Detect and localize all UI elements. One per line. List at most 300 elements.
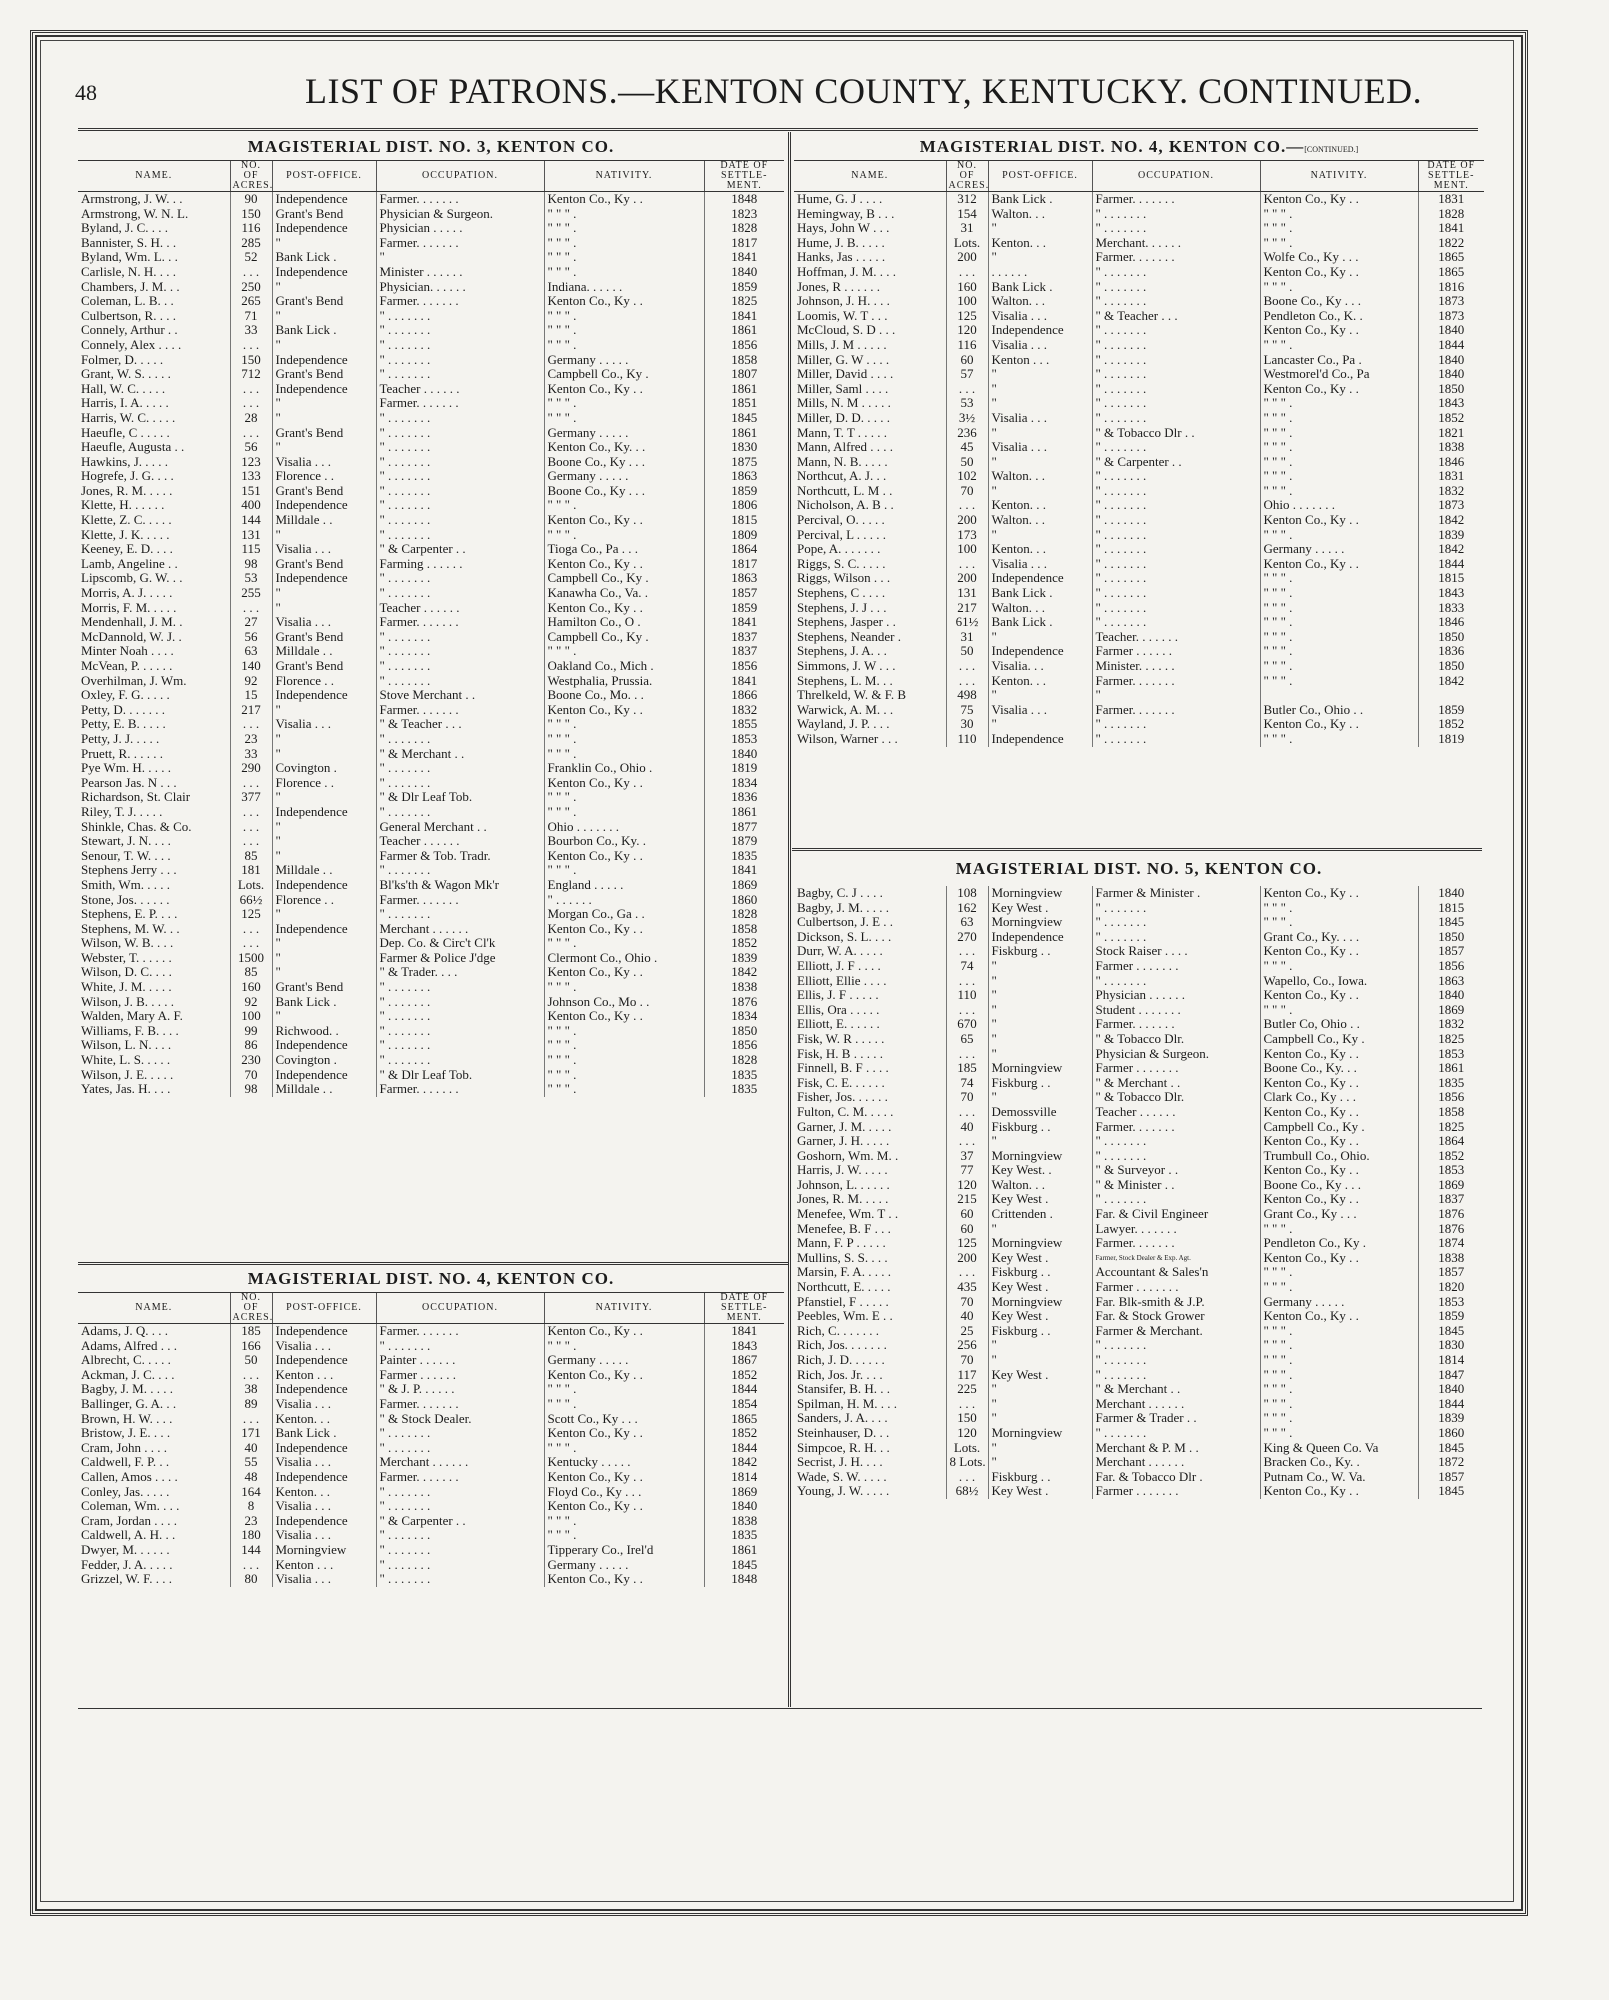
table-row bbox=[78, 426, 784, 441]
table-row bbox=[78, 309, 784, 324]
nativity-cell: Morgan Co., Ga . . bbox=[544, 907, 704, 922]
nativity-cell: Westphalia, Prussia. bbox=[544, 674, 704, 689]
name-cell: Peebles, Wm. E . . bbox=[797, 1309, 893, 1324]
dist4b-title-text: MAGISTERIAL DIST. NO. 4, KENTON CO.— bbox=[919, 137, 1305, 156]
nativity-cell: " " " . bbox=[1260, 1324, 1418, 1339]
occupation-cell: " . . . . . . . bbox=[1092, 601, 1260, 616]
table-row bbox=[794, 1411, 1484, 1426]
name-cell: Stephens, Jasper . . bbox=[797, 615, 896, 630]
postoffice-cell: Key West . bbox=[988, 1368, 1092, 1383]
table-row bbox=[794, 1163, 1484, 1178]
name-cell: Riley, T. J. . . . . bbox=[81, 804, 163, 819]
nativity-cell: Kenton Co., Ky . . bbox=[1260, 1163, 1418, 1178]
date-cell: 1819 bbox=[704, 761, 784, 776]
date-cell: 1841 bbox=[704, 309, 784, 324]
table-row bbox=[794, 1236, 1484, 1251]
name-cell: Grizzel, W. F. . . . bbox=[81, 1572, 173, 1587]
acres-cell: 100 bbox=[946, 294, 988, 309]
occupation-cell: " . . . . . . . bbox=[376, 571, 544, 586]
col-date-header: DATE OF SETTLE-MENT. bbox=[1418, 161, 1484, 192]
occupation-cell: Farmer. . . . . . . bbox=[376, 615, 544, 630]
occupation-cell: " . . . . . . . bbox=[1092, 1353, 1260, 1368]
occupation-cell: Teacher . . . . . . bbox=[1092, 1105, 1260, 1120]
name-cell: Grant, W. S. . . . . bbox=[81, 367, 171, 382]
table-row bbox=[78, 790, 784, 805]
acres-cell: 120 bbox=[946, 1426, 988, 1441]
occupation-cell: " & Dlr Leaf Tob. bbox=[376, 1068, 544, 1083]
name-cell: Mann, T. T . . . . . bbox=[797, 425, 888, 440]
occupation-cell: Farmer & Tob. Tradr. bbox=[376, 849, 544, 864]
nativity-cell: Kenton Co., Ky . . bbox=[544, 192, 704, 207]
date-cell: 1865 bbox=[1418, 265, 1484, 280]
name-cell: Albrecht, C. . . . . bbox=[81, 1353, 171, 1368]
occupation-cell: " . . . . . . . bbox=[1092, 265, 1260, 280]
nativity-cell: " " " . bbox=[1260, 630, 1418, 645]
date-cell: 1850 bbox=[1418, 659, 1484, 674]
postoffice-cell: Independence bbox=[988, 930, 1092, 945]
nativity-cell: Germany . . . . . bbox=[544, 1353, 704, 1368]
name-cell: Rich, J. D. . . . . . bbox=[797, 1353, 885, 1367]
occupation-cell: Merchant. . . . . . bbox=[1092, 236, 1260, 251]
postoffice-cell: Morningview bbox=[988, 915, 1092, 930]
dist4b-bottom-rule bbox=[792, 848, 1482, 851]
postoffice-cell: Florence . . bbox=[272, 469, 376, 484]
table-row bbox=[794, 1324, 1484, 1339]
table-row bbox=[794, 886, 1484, 901]
occupation-cell: " . . . . . . . bbox=[376, 980, 544, 995]
date-cell: 1856 bbox=[1418, 959, 1484, 974]
date-cell: 1819 bbox=[1418, 732, 1484, 747]
table-row bbox=[794, 1484, 1484, 1499]
occupation-cell: " . . . . . . . bbox=[376, 323, 544, 338]
table-row bbox=[78, 1353, 784, 1368]
nativity-cell: " " " . bbox=[1260, 1338, 1418, 1353]
postoffice-cell: Visalia . . . bbox=[988, 338, 1092, 353]
name-cell: Overhilman, J. Wm. bbox=[81, 673, 187, 688]
date-cell: 1816 bbox=[1418, 280, 1484, 295]
occupation-cell: " . . . . . . . bbox=[376, 1528, 544, 1543]
nativity-cell: " " " . bbox=[1260, 1382, 1418, 1397]
name-cell: Mann, N. B. . . . . bbox=[797, 454, 888, 469]
name-cell: Hanks, Jas . . . . . bbox=[797, 250, 886, 265]
date-cell: 1861 bbox=[704, 805, 784, 820]
table-row bbox=[794, 484, 1484, 499]
occupation-cell: " . . . . . . . bbox=[376, 1009, 544, 1024]
postoffice-cell: Fiskburg . . bbox=[988, 944, 1092, 959]
date-cell: 1815 bbox=[1418, 901, 1484, 916]
acres-cell: 23 bbox=[230, 732, 272, 747]
table-row bbox=[794, 630, 1484, 645]
postoffice-cell: Grant's Bend bbox=[272, 426, 376, 441]
name-cell: Stephens Jerry . . . bbox=[81, 863, 177, 878]
postoffice-cell: " bbox=[988, 630, 1092, 645]
nativity-cell: Kenton Co., Ky . . bbox=[544, 1470, 704, 1485]
nativity-cell: " " " . bbox=[544, 1038, 704, 1053]
table-row bbox=[78, 1412, 784, 1427]
table-row bbox=[794, 1003, 1484, 1018]
postoffice-cell: " bbox=[988, 1032, 1092, 1047]
name-cell: McVean, P. . . . . . bbox=[81, 659, 173, 673]
nativity-cell: Clermont Co., Ohio . bbox=[544, 951, 704, 966]
postoffice-cell: Visalia . . . bbox=[272, 542, 376, 557]
table-row bbox=[794, 1397, 1484, 1412]
name-cell: Bristow, J. E. . . . bbox=[81, 1426, 171, 1441]
postoffice-cell: Key West . bbox=[988, 1280, 1092, 1295]
table-row bbox=[794, 207, 1484, 222]
acres-cell: 150 bbox=[230, 207, 272, 222]
table-row bbox=[78, 863, 784, 878]
postoffice-cell: " bbox=[272, 586, 376, 601]
postoffice-cell: Covington . bbox=[272, 1053, 376, 1068]
table-row bbox=[794, 1382, 1484, 1397]
acres-cell: . . . bbox=[230, 382, 272, 397]
date-cell: 1835 bbox=[1418, 1076, 1484, 1091]
table-row bbox=[78, 922, 784, 937]
nativity-cell: Campbell Co., Ky . bbox=[1260, 1120, 1418, 1135]
postoffice-cell: Kenton. . . bbox=[272, 1485, 376, 1500]
nativity-cell: Ohio . . . . . . . bbox=[1260, 498, 1418, 513]
acres-cell: . . . bbox=[230, 1412, 272, 1427]
table-row bbox=[794, 1353, 1484, 1368]
nativity-cell: " " " . bbox=[1260, 732, 1418, 747]
postoffice-cell: " bbox=[988, 455, 1092, 470]
nativity-cell: " " " . bbox=[544, 1082, 704, 1097]
table-row bbox=[794, 396, 1484, 411]
date-cell: 1828 bbox=[1418, 207, 1484, 222]
postoffice-cell: Morningview bbox=[988, 1061, 1092, 1076]
occupation-cell: " . . . . . . . bbox=[376, 498, 544, 513]
table-row bbox=[794, 1134, 1484, 1149]
acres-cell: 120 bbox=[946, 1178, 988, 1193]
occupation-cell: Teacher. . . . . . . bbox=[1092, 630, 1260, 645]
nativity-cell: Kenton Co., Ky . . bbox=[1260, 944, 1418, 959]
nativity-cell: " " " . bbox=[544, 717, 704, 732]
postoffice-cell: Grant's Bend bbox=[272, 484, 376, 499]
date-cell: 1832 bbox=[1418, 484, 1484, 499]
occupation-cell: " . . . . . . . bbox=[376, 1038, 544, 1053]
acres-cell: . . . bbox=[946, 1134, 988, 1149]
nativity-cell: " " " . bbox=[1260, 1426, 1418, 1441]
postoffice-cell: Visalia . . . bbox=[272, 717, 376, 732]
nativity-cell: Westmorel'd Co., Pa bbox=[1260, 367, 1418, 382]
occupation-cell: " & Carpenter . . bbox=[376, 542, 544, 557]
acres-cell: 144 bbox=[230, 1543, 272, 1558]
nativity-cell: " " " . bbox=[544, 498, 704, 513]
nativity-cell: Trumbull Co., Ohio. bbox=[1260, 1149, 1418, 1164]
nativity-cell: " " " . bbox=[544, 1068, 704, 1083]
postoffice-cell: Milldale . . bbox=[272, 863, 376, 878]
date-cell: 1842 bbox=[704, 1455, 784, 1470]
nativity-cell: Butler Co, Ohio . . bbox=[1260, 1017, 1418, 1032]
table-row bbox=[78, 965, 784, 980]
acres-cell: . . . bbox=[946, 659, 988, 674]
acres-cell: 8 Lots. bbox=[946, 1455, 988, 1470]
name-cell: Menefee, B. F . . . bbox=[797, 1221, 891, 1236]
date-cell: 1839 bbox=[1418, 528, 1484, 543]
postoffice-cell: Independence bbox=[272, 1514, 376, 1529]
postoffice-cell: Bank Lick . bbox=[272, 323, 376, 338]
nativity-cell: Kenton Co., Ky . . bbox=[1260, 1251, 1418, 1266]
name-cell: Culbertson, J. E . . bbox=[797, 915, 894, 930]
acres-cell: . . . bbox=[230, 396, 272, 411]
date-cell: 1828 bbox=[704, 1053, 784, 1068]
name-cell: Steinhauser, D. . . bbox=[797, 1425, 890, 1440]
table-row bbox=[78, 849, 784, 864]
date-cell: 1856 bbox=[1418, 1090, 1484, 1105]
date-cell: 1872 bbox=[1418, 1455, 1484, 1470]
name-cell: Pearson Jas. N . . . bbox=[81, 775, 177, 790]
dist3-block bbox=[78, 134, 784, 1097]
nativity-cell: " " " . bbox=[544, 265, 704, 280]
acres-cell: 150 bbox=[946, 1411, 988, 1426]
occupation-cell: " . . . . . . . bbox=[376, 863, 544, 878]
dist4b-header-row bbox=[794, 161, 1484, 192]
occupation-cell: " . . . . . . . bbox=[376, 367, 544, 382]
postoffice-cell: Independence bbox=[272, 1470, 376, 1485]
name-cell: Wade, S. W. . . . . bbox=[797, 1469, 887, 1484]
acres-cell: 28 bbox=[230, 411, 272, 426]
occupation-cell: Teacher . . . . . . bbox=[376, 382, 544, 397]
postoffice-cell: Florence . . bbox=[272, 893, 376, 908]
acres-cell: . . . bbox=[230, 936, 272, 951]
nativity-cell: " " " . bbox=[1260, 901, 1418, 916]
date-cell: 1861 bbox=[704, 1543, 784, 1558]
nativity-cell bbox=[1260, 688, 1418, 703]
acres-cell: . . . bbox=[946, 1047, 988, 1062]
nativity-cell: Kenton Co., Ky . . bbox=[544, 1426, 704, 1441]
nativity-cell: " " " . bbox=[1260, 1353, 1418, 1368]
postoffice-cell: Independence bbox=[988, 571, 1092, 586]
table-row bbox=[78, 411, 784, 426]
postoffice-cell: Grant's Bend bbox=[272, 980, 376, 995]
table-row bbox=[78, 571, 784, 586]
postoffice-cell: " bbox=[272, 396, 376, 411]
name-cell: Petty, J. J. . . . . bbox=[81, 731, 160, 746]
acres-cell: 162 bbox=[946, 901, 988, 916]
page-number: 48 bbox=[75, 80, 97, 105]
dist5-block bbox=[794, 856, 1484, 1499]
date-cell: 1840 bbox=[704, 265, 784, 280]
date-cell: 1861 bbox=[704, 382, 784, 397]
occupation-cell: " & Trader. . . . bbox=[376, 965, 544, 980]
nativity-cell: Boone Co., Ky . . . bbox=[1260, 1178, 1418, 1193]
name-cell: Chambers, J. M. . . bbox=[81, 279, 180, 294]
acres-cell: 56 bbox=[230, 630, 272, 645]
date-cell: 1875 bbox=[704, 455, 784, 470]
acres-cell: 125 bbox=[230, 907, 272, 922]
acres-cell: 120 bbox=[946, 323, 988, 338]
postoffice-cell: Independence bbox=[272, 878, 376, 893]
acres-cell: 65 bbox=[946, 1032, 988, 1047]
dist4a-table bbox=[78, 1292, 784, 1587]
table-row bbox=[794, 1455, 1484, 1470]
table-row bbox=[78, 776, 784, 791]
acres-cell: 133 bbox=[230, 469, 272, 484]
postoffice-cell: Morningview bbox=[988, 886, 1092, 901]
date-cell: 1845 bbox=[1418, 1484, 1484, 1499]
postoffice-cell: " bbox=[988, 1134, 1092, 1149]
occupation-cell: " . . . . . . . bbox=[376, 426, 544, 441]
name-cell: Garner, J. M. . . . . bbox=[797, 1119, 892, 1134]
name-cell: Wilson, Warner . . . bbox=[797, 731, 898, 746]
name-cell: Fedder, J. A. . . . . bbox=[81, 1557, 173, 1572]
nativity-cell: " " " . bbox=[544, 936, 704, 951]
table-row bbox=[794, 192, 1484, 207]
table-row bbox=[78, 659, 784, 674]
nativity-cell: " " " . bbox=[1260, 1397, 1418, 1412]
acres-cell: 99 bbox=[230, 1024, 272, 1039]
table-row bbox=[78, 878, 784, 893]
name-cell: Carlisle, N. H. . . . bbox=[81, 264, 176, 279]
nativity-cell: " " " . bbox=[1260, 207, 1418, 222]
postoffice-cell: " bbox=[988, 1441, 1092, 1456]
table-row bbox=[794, 1032, 1484, 1047]
name-cell: McCloud, S. D . . . bbox=[797, 323, 896, 338]
date-cell: 1839 bbox=[1418, 1411, 1484, 1426]
name-cell: Jones, R . . . . . . bbox=[797, 279, 881, 294]
acres-cell: 164 bbox=[230, 1485, 272, 1500]
date-cell: 1847 bbox=[1418, 1368, 1484, 1383]
table-row bbox=[794, 915, 1484, 930]
nativity-cell: " " " . bbox=[1260, 959, 1418, 974]
acres-cell: . . . bbox=[946, 1003, 988, 1018]
date-cell: 1837 bbox=[704, 630, 784, 645]
postoffice-cell: " bbox=[272, 338, 376, 353]
name-cell: Connely, Arthur . . bbox=[81, 323, 178, 338]
table-row bbox=[794, 1017, 1484, 1032]
postoffice-cell: " bbox=[272, 1009, 376, 1024]
acres-cell: 60 bbox=[946, 353, 988, 368]
table-row bbox=[78, 1397, 784, 1412]
date-cell: 1859 bbox=[704, 280, 784, 295]
acres-cell: 217 bbox=[230, 703, 272, 718]
occupation-cell: " . . . . . . . bbox=[1092, 207, 1260, 222]
nativity-cell: Butler Co., Ohio . . bbox=[1260, 703, 1418, 718]
col-date-header: DATE OF SETTLE-MENT. bbox=[704, 161, 784, 192]
acres-cell: 215 bbox=[946, 1192, 988, 1207]
occupation-cell: " . . . . . . . bbox=[376, 659, 544, 674]
occupation-cell: Accountant & Sales'n bbox=[1092, 1265, 1260, 1280]
name-cell: Caldwell, A. H. . . bbox=[81, 1528, 176, 1543]
table-row bbox=[78, 367, 784, 382]
postoffice-cell: Kenton. . . bbox=[988, 236, 1092, 251]
postoffice-cell: Walton. . . bbox=[988, 207, 1092, 222]
name-cell: Fisher, Jos. . . . . . bbox=[797, 1090, 888, 1105]
table-row bbox=[78, 630, 784, 645]
postoffice-cell: Visalia . . . bbox=[988, 309, 1092, 324]
nativity-cell: Clark Co., Ky . . . bbox=[1260, 1090, 1418, 1105]
name-cell: Ellis, Ora . . . . . bbox=[797, 1002, 880, 1017]
table-row bbox=[78, 615, 784, 630]
acres-cell: 33 bbox=[230, 323, 272, 338]
occupation-cell: " . . . . . . . bbox=[376, 353, 544, 368]
occupation-cell: Far. & Tobacco Dlr . bbox=[1092, 1470, 1260, 1485]
col-acres-header: NO. OF ACRES. bbox=[230, 1293, 272, 1324]
occupation-cell: " . . . . . . . bbox=[1092, 382, 1260, 397]
table-row bbox=[78, 338, 784, 353]
date-cell: 1867 bbox=[704, 1353, 784, 1368]
postoffice-cell: Independence bbox=[272, 1068, 376, 1083]
occupation-cell: " . . . . . . . bbox=[376, 995, 544, 1010]
name-cell: Elliott, E. . . . . . bbox=[797, 1017, 880, 1032]
table-row bbox=[78, 1024, 784, 1039]
nativity-cell: " " " . bbox=[544, 1339, 704, 1354]
nativity-cell: Bracken Co., Ky. . bbox=[1260, 1455, 1418, 1470]
name-cell: Fisk, W. R . . . . . bbox=[797, 1031, 885, 1046]
nativity-cell: Kenton Co., Ky . . bbox=[544, 776, 704, 791]
date-cell: 1835 bbox=[704, 1068, 784, 1083]
dist4b-title bbox=[794, 134, 1484, 160]
table-row bbox=[78, 1441, 784, 1456]
date-cell: 1852 bbox=[1418, 1149, 1484, 1164]
postoffice-cell: Bank Lick . bbox=[988, 280, 1092, 295]
dist4b-table bbox=[794, 160, 1484, 747]
date-cell: 1840 bbox=[1418, 988, 1484, 1003]
acres-cell: 200 bbox=[946, 571, 988, 586]
date-cell: 1833 bbox=[1418, 601, 1484, 616]
date-cell: 1838 bbox=[1418, 440, 1484, 455]
occupation-cell: Farmer. . . . . . . bbox=[1092, 250, 1260, 265]
name-cell: Finnell, B. F . . . . bbox=[797, 1061, 889, 1076]
nativity-cell: " " " . bbox=[544, 323, 704, 338]
occupation-cell: " & Minister . . bbox=[1092, 1178, 1260, 1193]
name-cell: Bagby, J. M. . . . . bbox=[81, 1382, 173, 1397]
col-postoffice-header: POST-OFFICE. bbox=[988, 161, 1092, 192]
acres-cell: 63 bbox=[230, 644, 272, 659]
postoffice-cell: Fiskburg . . bbox=[988, 1470, 1092, 1485]
nativity-cell: " " " . bbox=[1260, 1003, 1418, 1018]
postoffice-cell: Kenton. . . bbox=[988, 542, 1092, 557]
nativity-cell: " " " . bbox=[1260, 601, 1418, 616]
date-cell: 1869 bbox=[704, 878, 784, 893]
name-cell: Brown, H. W. . . . bbox=[81, 1411, 173, 1426]
acres-cell: 230 bbox=[230, 1053, 272, 1068]
postoffice-cell: " bbox=[988, 1411, 1092, 1426]
name-cell: Harris, W. C. . . . . bbox=[81, 410, 176, 425]
nativity-cell: " " " . bbox=[544, 528, 704, 543]
name-cell: Northcut, A. J. . . bbox=[797, 469, 887, 484]
acres-cell: 200 bbox=[946, 1251, 988, 1266]
name-cell: Armstrong, W. N. L. bbox=[81, 206, 189, 221]
postoffice-cell: Independence bbox=[272, 688, 376, 703]
nativity-cell: " " " . bbox=[1260, 1265, 1418, 1280]
occupation-cell: " . . . . . . . bbox=[1092, 396, 1260, 411]
acres-cell: 40 bbox=[946, 1309, 988, 1324]
table-row bbox=[794, 1295, 1484, 1310]
acres-cell: 52 bbox=[230, 250, 272, 265]
occupation-cell: " & Tobacco Dlr. bbox=[1092, 1032, 1260, 1047]
name-cell: Byland, Wm. L. . . bbox=[81, 250, 178, 265]
table-row bbox=[78, 1543, 784, 1558]
acres-cell: 108 bbox=[946, 886, 988, 901]
table-row bbox=[78, 353, 784, 368]
date-cell: 1837 bbox=[704, 644, 784, 659]
date-cell: 1860 bbox=[704, 893, 784, 908]
date-cell: 1840 bbox=[704, 1499, 784, 1514]
acres-cell: 70 bbox=[230, 1068, 272, 1083]
col-nativity-header: NATIVITY. bbox=[544, 1293, 704, 1324]
acres-cell: 110 bbox=[946, 988, 988, 1003]
table-row bbox=[78, 513, 784, 528]
postoffice-cell: Independence bbox=[988, 644, 1092, 659]
name-cell: Stephens, M. W. . . bbox=[81, 921, 180, 936]
postoffice-cell: Fiskburg . . bbox=[988, 1265, 1092, 1280]
occupation-cell: Farmer. . . . . . . bbox=[376, 294, 544, 309]
postoffice-cell: Milldale . . bbox=[272, 644, 376, 659]
postoffice-cell: " bbox=[272, 236, 376, 251]
date-cell: 1854 bbox=[704, 1397, 784, 1412]
nativity-cell: Kenton Co., Ky . . bbox=[544, 1572, 704, 1587]
